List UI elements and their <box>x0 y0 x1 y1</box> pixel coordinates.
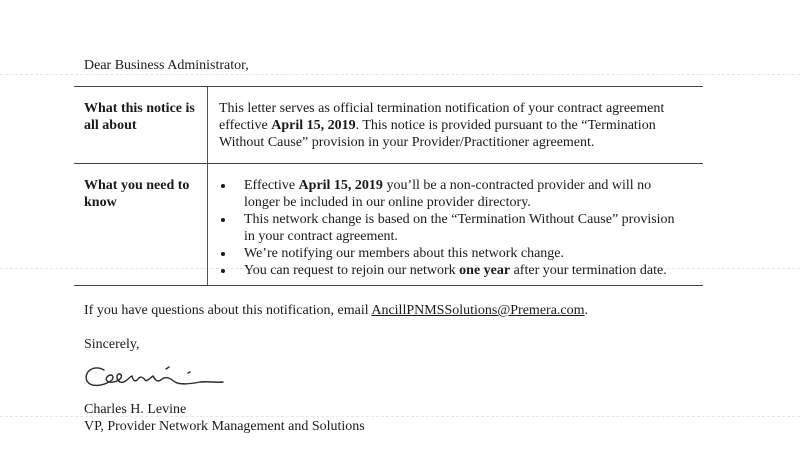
questions-end: . <box>584 303 589 318</box>
bullet-line: We’re notifying our members about this network change. <box>244 246 565 261</box>
list-item <box>219 211 695 245</box>
text-run: . This notice is provided pursuant to the “Termination <box>355 118 656 133</box>
signer-title: VP, Provider Network Management and Solutions <box>84 419 365 434</box>
row-label <box>74 87 208 163</box>
bullet-icon <box>221 252 225 256</box>
bullet-line: in your contract agreement. <box>244 229 398 244</box>
bullet-list <box>219 177 695 279</box>
list-item <box>219 177 695 211</box>
effective-date: April 15, 2019 <box>271 118 356 133</box>
row-label <box>74 164 208 285</box>
row-label-line: What this notice is <box>84 101 195 116</box>
rejoin-period: one year <box>459 263 511 278</box>
effective-date: April 15, 2019 <box>298 178 383 193</box>
signer-name: Charles H. Levine <box>84 402 187 417</box>
closing: Sincerely, <box>84 337 140 352</box>
bullet-line <box>244 262 695 279</box>
salutation: Dear Business Administrator, <box>84 58 249 73</box>
bullet-icon <box>221 184 225 188</box>
table-bottom-rule <box>74 285 703 286</box>
notice-table <box>74 86 703 286</box>
bullet-line: This network change is based on the “Termination Without Cause” provision <box>244 212 675 227</box>
row-text-line <box>219 117 695 134</box>
row-content <box>208 164 703 285</box>
questions-text: If you have questions about this notification, email <box>84 303 372 318</box>
table-row-notice-about <box>74 87 703 163</box>
text-run: You can request to rejoin our network <box>244 263 460 278</box>
row-text-line: Without Cause” provision in your Provider/Practitioner agreement. <box>219 135 595 150</box>
text-run: after your termination date. <box>510 263 667 278</box>
bullet-icon <box>221 218 225 222</box>
row-label-line: all about <box>84 118 137 133</box>
table-row-need-to-know <box>74 164 703 285</box>
contact-email-link[interactable]: AncillPNMSSolutions@Premera.com <box>371 303 585 318</box>
scan-streak <box>0 74 800 75</box>
list-item <box>219 262 695 279</box>
bullet-line <box>244 177 695 194</box>
text-run: you’ll be a non-contracted provider and will no <box>382 178 652 193</box>
text-run: effective <box>219 118 272 133</box>
handwritten-signature <box>80 356 240 396</box>
bullet-line: longer be included in our online provider directory. <box>244 195 531 210</box>
list-item <box>219 245 695 262</box>
text-run: Effective <box>244 178 299 193</box>
bullet-icon <box>221 269 225 273</box>
row-label-line: What you need to <box>84 178 190 193</box>
row-content <box>208 87 703 163</box>
row-text-line: This letter serves as official termination notification of your contract agreement <box>219 101 665 116</box>
questions-paragraph <box>84 302 588 319</box>
row-label-line: know <box>84 195 117 210</box>
